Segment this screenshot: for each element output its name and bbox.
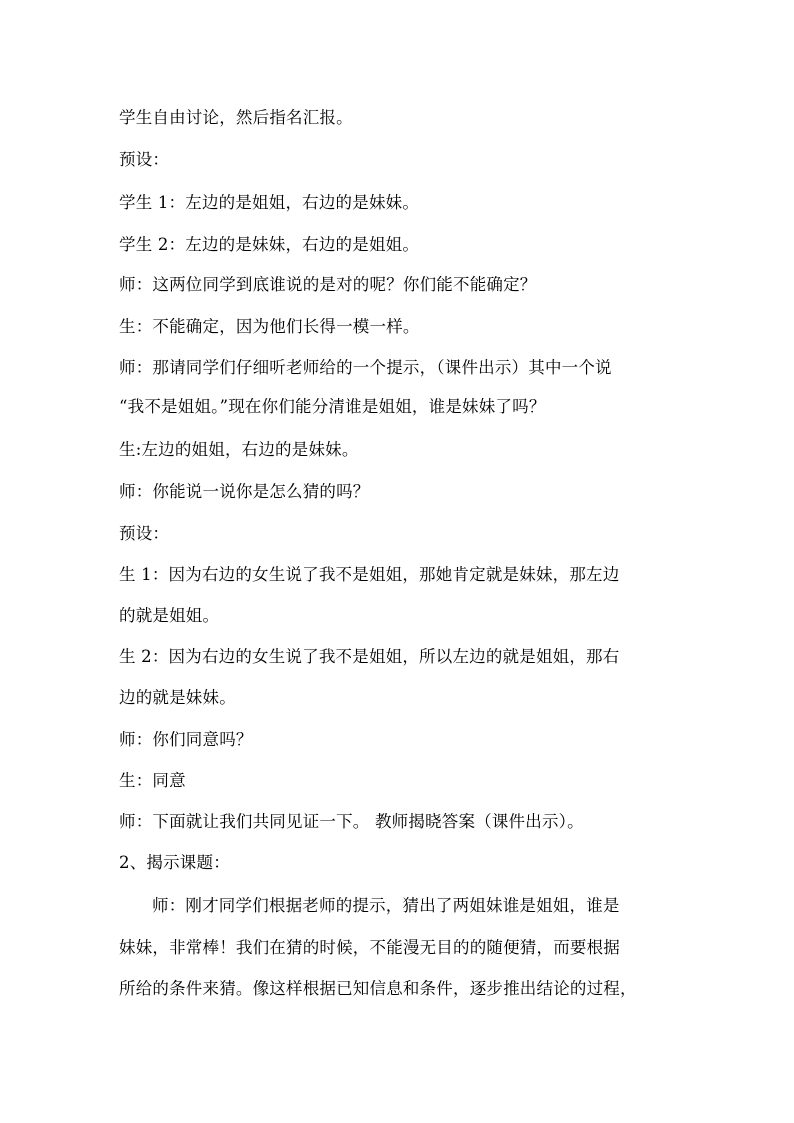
paragraph-line: 生:左边的姐姐，右边的是妹妹。 bbox=[119, 440, 359, 459]
paragraph-line: 生 1：因为右边的女生说了我不是姐姐，那她肯定就是妹妹，那左边 bbox=[119, 565, 620, 584]
paragraph-line: “我不是姐姐。”现在你们能分清谁是姐姐，谁是妹妹了吗？ bbox=[119, 397, 546, 416]
paragraph-line: 师：你们同意吗？ bbox=[119, 730, 253, 749]
paragraph-line: 生：不能确定，因为他们长得一模一样。 bbox=[119, 317, 420, 336]
paragraph-line: 所给的条件来猜。像这样根据已知信息和条件，逐步推出结论的过程， bbox=[119, 979, 637, 998]
paragraph-line: 学生 2：左边的是妹妹，右边的是姐姐。 bbox=[119, 235, 420, 254]
paragraph-line: 妹妹，非常棒！我们在猜的时候，不能漫无目的的随便猜，而要根据 bbox=[119, 938, 620, 957]
paragraph-line: 生：同意 bbox=[119, 771, 186, 790]
paragraph-line: 学生 1：左边的是姐姐，右边的是妹妹。 bbox=[119, 193, 420, 212]
paragraph-line: 的就是姐姐。 bbox=[119, 606, 220, 625]
paragraph-line: 学生自由讨论，然后指名汇报。 bbox=[119, 108, 353, 127]
paragraph-line: 师：下面就让我们共同见证一下。 教师揭晓答案（课件出示）。 bbox=[119, 812, 584, 831]
paragraph-line: 师：这两位同学到底谁说的是对的呢？你们能不能确定？ bbox=[119, 275, 537, 294]
paragraph-line: 师：那请同学们仔细听老师给的一个提示，（课件出示）其中一个说 bbox=[119, 358, 612, 377]
paragraph-line: 师：刚才同学们根据老师的提示，猜出了两姐妹谁是姐姐，谁是 bbox=[152, 896, 620, 915]
paragraph-line: 师：你能说一说你是怎么猜的吗？ bbox=[119, 482, 370, 501]
paragraph-line: 预设： bbox=[119, 150, 170, 169]
paragraph-line: 预设： bbox=[119, 524, 170, 543]
section-heading: 2、揭示课题： bbox=[119, 853, 230, 872]
paragraph-line: 边的就是妹妹。 bbox=[119, 688, 236, 707]
paragraph-line: 生 2：因为右边的女生说了我不是姐姐，所以左边的就是姐姐，那右 bbox=[119, 647, 620, 666]
